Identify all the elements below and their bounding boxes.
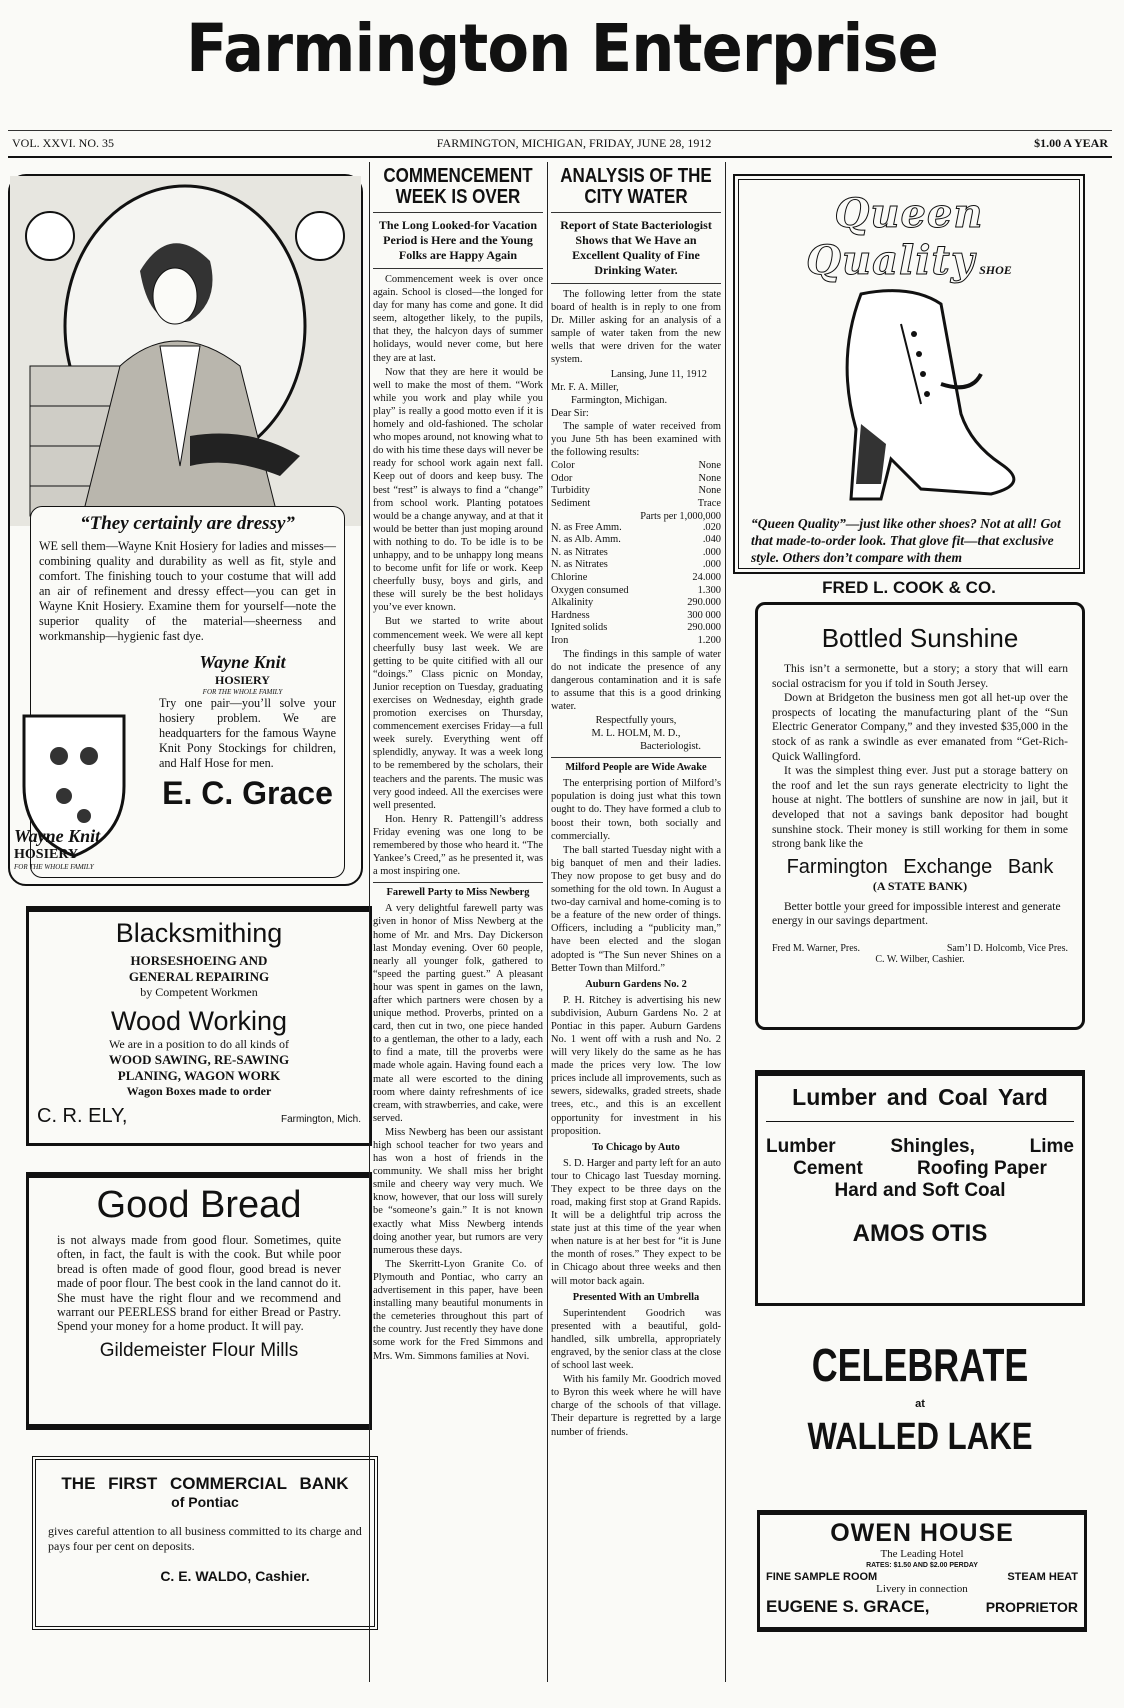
- celebrate-word: CELEBRATE: [811, 1339, 1029, 1391]
- analysis-label: Iron: [551, 634, 569, 646]
- article-paragraph: The findings in this sample of water do not indicate the presence of any dangerous contamination and it is safe to assume that this is a good drinking water.: [551, 648, 721, 712]
- analysis-value: None: [698, 472, 721, 484]
- owen-subtitle: The Leading Hotel: [880, 1548, 964, 1560]
- owen-role: PROPRIETOR: [985, 1599, 1078, 1615]
- analysis-value: 290.000: [687, 597, 721, 609]
- letter-signer-title: Bacteriologist.: [640, 741, 701, 753]
- merchant-name: E. C. Grace: [162, 775, 333, 811]
- blacksmith-line3: by Competent Workmen: [140, 985, 258, 999]
- parts-label: Parts per 1,000,000: [640, 510, 721, 522]
- article-headline: Presented With an Umbrella: [572, 1291, 700, 1303]
- article-paragraph: A very delightful farewell party was given in honor of Miss Newberg at the home of Mr. and Mrs. Day Dickerson last Monday evening. Over 60 people, nearly all younger folk, gathered to “speed the parting guest.” A pleasant hour was spent in games on the lawn, after which partners were chosen by a unique method. Proverbs, printed on a card, then cut in two, one piece handed to a gentleman, the other to a lady, each to find a mate, till the proverbs were made whole again. Having found each a mate all were escorted to the dining room where dainty refreshments of ice cream, with strawberries, and cake, were served.: [373, 903, 543, 1124]
- analysis-value: 1.200: [697, 634, 721, 646]
- volume-number: VOL. XXVI. NO. 35: [12, 136, 114, 150]
- analysis-value: .000: [702, 559, 721, 571]
- shoe-brand-sub: SHOE: [979, 263, 1012, 277]
- woodworking-line5: WOOD SAWING, RE-SAWING: [108, 1052, 290, 1067]
- blacksmith-name: C. R. ELY,: [37, 1105, 128, 1127]
- article-paragraph: The sample of water received from you June 5th has been examined with the following results:: [551, 420, 721, 459]
- hosiery-headline: “They certainly are dressy”: [80, 513, 295, 534]
- analysis-value: Trace: [697, 498, 721, 509]
- bank-vice-president: Sam’l D. Holcomb, Vice Pres.: [946, 942, 1068, 954]
- owen-feature: STEAM HEAT: [1007, 1571, 1078, 1583]
- analysis-label: N. as Nitrates: [551, 559, 608, 571]
- hosiery-body: WE sell them—Wayne Knit Hosiery for ladies and misses—combining quality and durability as well as fit, style and comfort. The finishing touch to your costume that will add an air of refinement and dressy effect—you can get in Wayne Knit Hosiery. Examine them for yourself—note the superior quality of the material—sheerness and workmanship—hygienic fast dye.: [39, 539, 336, 643]
- article-paragraph: Miss Newberg has been our assistant high school teacher for two years and has won a host of friends in the community. We shall miss her bright smile and cheery way very much. We know, however, that our loss will surely be “someone’s gain.” It is not known exactly what Miss Newberg intends doing another year, but rumors are very numerous these days.: [373, 1126, 543, 1256]
- hosiery-ad: [8, 174, 363, 886]
- owen-livery: Livery in connection: [876, 1583, 968, 1595]
- letter-address: Mr. F. A. Miller,: [551, 381, 619, 393]
- product-item: Roofing Paper: [917, 1158, 1047, 1179]
- product-item: Lumber: [766, 1136, 836, 1157]
- shoe-illustration-image: [751, 284, 1071, 504]
- analysis-value: .020: [702, 521, 721, 533]
- analysis-label: Odor: [551, 472, 573, 484]
- analysis-value: .000: [702, 546, 721, 558]
- product-item: Cement: [793, 1158, 863, 1179]
- celebrate-at: at: [915, 1398, 925, 1410]
- analysis-label: N. as Free Amm.: [551, 521, 622, 533]
- article-paragraph: With his family Mr. Goodrich moved to Byron this week where he will have charge of the schools of that village. Their departure is regretted by a large number of friends.: [551, 1374, 721, 1438]
- article-paragraph: Now that they are here it would be well to make the most of them. “Work while you work and play while you play” is really a good motto even if it is homely and old-fashioned. The scholar who mopes around, not knowing what to do with his time these days will never be ready for school work again next fall. Keep out of doors and keep busy. The best “rest” is always to find a “change” from school work. Planting potatoes would be a change anyway, and at that it would be better than just moping around with nothing to do. To be idle is to be unhappy, and to be unhappy long means to become unfit for life or work. Keep cheerfully busy, boys and girls, and these will surely be the best holidays you’ve ever known.: [373, 366, 543, 614]
- water-analysis-table: [551, 460, 721, 510]
- analysis-label: N. as Nitrates: [551, 546, 608, 558]
- article-deck: The Long Looked-for Vacation Period is Here and the Young Folks are Happy Again: [378, 218, 538, 262]
- woodworking-title: Wood Working: [110, 1006, 288, 1036]
- table-row: [551, 597, 721, 610]
- shield-brand: Wayne Knit: [14, 826, 101, 846]
- article-paragraph: The Skerritt-Lyon Granite Co. of Plymouth and Pontiac, who carry an advertisement in this paper, have been installing many beautiful monuments in the cemeteries throughout this part of the country. Just recently they have done some work for the Fred Simmons and Mrs. Wm. Simmons families at Novi.: [373, 1258, 543, 1362]
- analysis-label: N. as Alb. Amm.: [551, 534, 621, 546]
- sunshine-title: Bottled Sunshine: [821, 623, 1019, 653]
- table-row: [551, 460, 721, 473]
- woodworking-line4: We are in a position to do all kinds of: [109, 1037, 289, 1051]
- lady-illustration-image: [10, 176, 361, 526]
- blacksmith-title: Blacksmithing: [115, 918, 283, 948]
- analysis-value: .040: [702, 534, 721, 546]
- article-paragraph: P. H. Ritchey is advertising his new subdivision, Auburn Gardens No. 2 at Pontiac in this paper. Auburn Gardens No. 1 went off with a rush and No. 2 will very likely do the same as he has made the prices very low. The low prices include all improvements, such as sewers, sidewalks, graded streets, shade trees, etc., and this is an excellent opportunity for investment in his proposition.: [551, 994, 721, 1137]
- bank-body: gives careful attention to all business committed to its charge and pays four per cent on deposits.: [48, 1524, 362, 1553]
- column-3: [551, 166, 721, 1678]
- column-rule: [547, 162, 548, 1682]
- letter-signer: M. L. HOLM, M. D.,: [591, 728, 681, 740]
- letter-closing: Respectfully yours,: [595, 715, 677, 726]
- shield-tagline: FOR THE WHOLE FAMILY: [14, 863, 94, 871]
- mill-name: Gildemeister Flour Mills: [99, 1339, 299, 1361]
- table-row: [551, 473, 721, 486]
- article-paragraph: S. D. Harger and party left for an auto tour to Chicago last Tuesday morning. They expect to be three days on the road, making first stop at Grand Rapids. It will be a delightful trip across the state just at this time of the year when when nature is at her best for “it is June the month of roses.” They expect to be in Chicago about three weeks and then will motor back again.: [551, 1157, 721, 1287]
- analysis-label: Sediment: [551, 498, 591, 509]
- article-paragraph: The enterprising portion of Milford’s population is doing just what this town ought to do. They have formed a club to boost their town, both socially and commercially.: [551, 778, 721, 842]
- shoe-quote: “Queen Quality”—just like other shoes? Not at all! Got that made-to-order look. That glove fit—that exclusive style. Others don’t compare with them: [751, 516, 1061, 565]
- analysis-value: None: [698, 485, 721, 497]
- letter-date: Lansing, June 11, 1912: [610, 368, 707, 380]
- blacksmith-line1: HORSESHOEING AND: [130, 953, 268, 968]
- table-row: [551, 610, 721, 623]
- column-2: [373, 166, 543, 1678]
- brand-script: Wayne Knit: [199, 652, 286, 672]
- table-row: [551, 534, 721, 547]
- analysis-label: Turbidity: [551, 485, 590, 497]
- owen-feature: FINE SAMPLE ROOM: [766, 1571, 878, 1583]
- owen-owner: EUGENE S. GRACE,: [766, 1597, 930, 1616]
- article-headline: To Chicago by Auto: [592, 1141, 680, 1153]
- brand-tagline: FOR THE WHOLE FAMILY: [202, 688, 283, 696]
- analysis-value: 24.000: [692, 571, 721, 583]
- sunshine-paragraph: Down at Bridgeton the business men got all het-up over the prospects of locating the manufacturing plant of the “Sun Electric Generator Company,” and they invested $35,000 in the stock of as rank a swindle as ever emanated from “Get-Rich-Quick Wallingford.: [772, 692, 1068, 763]
- celebrate-place: WALLED LAKE: [807, 1416, 1033, 1458]
- analysis-value: 300 000: [687, 609, 721, 621]
- letter-address: Farmington, Michigan.: [571, 394, 668, 406]
- analysis-value: 290.000: [687, 622, 721, 634]
- analysis-value: 1.300: [697, 584, 721, 596]
- owen-house-ad: [757, 1510, 1087, 1632]
- article-headline: Farewell Party to Miss Newberg: [386, 887, 530, 899]
- product-item: Lime: [1029, 1136, 1074, 1157]
- article-paragraph: But we started to write about commencement week. We were all kept cheerfully busy last week. We are getting to be quite citified with all our “doings.” Class picnic on Monday, Junior reception on Tuesday, graduating exercises on Wednesday, eighth grade promotion exercises on Thursday, commencement exercises Friday—a full week surely. Everything went off splendidly, anyway. It was a week long to be remembered by the scholars, their teachers and the parents. The music was very good indeed. All the exercises were well presented.: [373, 616, 543, 811]
- shoe-ad: [733, 174, 1085, 597]
- table-row: [551, 522, 721, 535]
- article-headline: Milford People are Wide Awake: [565, 762, 707, 774]
- woodworking-line6: PLANING, WAGON WORK: [117, 1068, 281, 1083]
- analysis-label: Ignited solids: [551, 622, 608, 634]
- exchange-bank-sub: (A STATE BANK): [872, 878, 968, 893]
- table-row: [551, 585, 721, 598]
- blacksmith-line2: GENERAL REPAIRING: [128, 969, 270, 984]
- bank-title: THE FIRST COMMERCIAL BANK: [61, 1474, 349, 1493]
- article-paragraph: Superintendent Goodrich was presented with a beautiful, gold-handled, silk umbrella, appropriately engraved, by the senior class at the close of school last week.: [551, 1307, 721, 1372]
- bank-ad: [32, 1456, 378, 1630]
- table-row: [551, 547, 721, 560]
- letter-salutation: Dear Sir:: [551, 407, 589, 419]
- sunshine-paragraph: It was the simplest thing ever. Just put a storage battery on the roof and let the sun rays generate electricity to light the house at night. The bottlers of sunshine are now in jail, but it developed that not a savings bank depositor had bought sunshine stock. Their money is still working for them in some strong bank like the: [772, 765, 1068, 851]
- lumber-ad: [755, 1070, 1085, 1306]
- article-paragraph: The following letter from the state board of health is in reply to one from Dr. Miller asking for an analysis of a sample of water taken from the new wells that were driven for the water system.: [551, 289, 721, 366]
- dateline: [8, 130, 1112, 158]
- sunshine-ad: [755, 602, 1085, 1030]
- owen-rates: RATES: $1.50 AND $2.00 PERDAY: [866, 1562, 978, 1569]
- article-paragraph: Commencement week is over once again. School is closed—the longed for day for many has come and gone. It did seem, altogether likely, to the pupils, that they, the halcyon days of summer holidays, would never come, but here they are at last.: [373, 274, 543, 364]
- analysis-value: None: [698, 460, 721, 472]
- bank-cashier: C. W. Wilber, Cashier.: [875, 953, 965, 965]
- hosiery-body-2: Try one pair—you’ll solve your hosiery problem. We are headquarters for the famous Wayne Knit Pony Stockings for children, and Half Hose for men.: [159, 696, 336, 770]
- analysis-label: Alkalinity: [551, 597, 594, 609]
- article-headline: COMMENCEMENT WEEK IS OVER: [383, 165, 533, 208]
- water-analysis-table: [551, 522, 721, 648]
- article-headline: Auburn Gardens No. 2: [585, 978, 687, 990]
- product-item: Hard and Soft Coal: [834, 1180, 1006, 1201]
- celebrate-ad: [755, 1322, 1085, 1512]
- analysis-label: Hardness: [551, 609, 590, 621]
- sunshine-paragraph: Better bottle your greed for impossible interest and generate energy in our savings department.: [772, 900, 1061, 928]
- table-row: [551, 635, 721, 648]
- shoe-brand: Queen Quality: [806, 190, 984, 284]
- brand-hosiery: HOSIERY: [215, 673, 270, 687]
- analysis-label: Oxygen consumed: [551, 584, 629, 596]
- table-row: [551, 622, 721, 635]
- woodworking-line7: Wagon Boxes made to order: [126, 1084, 272, 1098]
- table-row: [551, 485, 721, 498]
- table-row: [551, 498, 721, 511]
- analysis-label: Color: [551, 460, 575, 472]
- bank-president: Fred M. Warner, Pres.: [772, 942, 861, 954]
- masthead: Farmington Enterprise: [186, 10, 938, 87]
- shield-hosiery: HOSIERY: [14, 847, 79, 862]
- article-deck: Report of State Bacteriologist Shows that We Have an Excellent Quality of Fine Drinking Water.: [560, 218, 712, 277]
- article-paragraph: Hon. Henry R. Pattengill’s address Friday evening was one long to be remembered by those who heard it. “The Yankee’s Creed,” as he presented it, was a most inspiring one.: [373, 813, 543, 878]
- bank-cashier: C. E. WALDO, Cashier.: [160, 1568, 310, 1584]
- column-rule: [369, 162, 370, 1682]
- bread-ad: [26, 1172, 372, 1430]
- bank-subtitle: of Pontiac: [171, 1494, 239, 1510]
- bread-body: is not always made from good flour. Sometimes, quite often, in fact, the fault is with the cook. But while poor bread is often made of good flour, good bread is never made of poor flour. The best cook in the land cannot do it. She must have the right flour and we recommend and warrant our PEERLESS brand for either Bread or Pastry. Spend your money for a home product. It will pay.: [57, 1233, 341, 1334]
- place-date: FARMINGTON, MICHIGAN, FRIDAY, JUNE 28, 1912: [436, 136, 712, 150]
- bread-title: Good Bread: [96, 1184, 302, 1226]
- column-rule: [725, 162, 726, 1682]
- blacksmith-town: Farmington, Mich.: [280, 1114, 361, 1125]
- sunshine-paragraph: This isn’t a sermonette, but a story; a story that will earn social ostracism for you if told in South Jersey.: [772, 663, 1068, 690]
- lumber-owner: AMOS OTIS: [852, 1220, 988, 1247]
- owen-title: OWEN HOUSE: [830, 1519, 1014, 1547]
- article-paragraph: The ball started Tuesday night with a big banquet of men and their ladies. They now propose to get busy and do something for the old town. In August a two-day carnival and home-coming is to be a feature of the new order of things. Officers, including a “publicity man,” have been elected and the slogan adopted is “The Sun never Shines on a Better Town than Milford.”: [551, 844, 721, 974]
- table-row: [551, 559, 721, 572]
- blacksmith-ad: [26, 906, 372, 1146]
- exchange-bank-name: Farmington Exchange Bank: [786, 855, 1054, 878]
- product-item: Shingles,: [890, 1136, 975, 1157]
- price: $1.00 A YEAR: [1034, 136, 1108, 150]
- lumber-title: Lumber and Coal Yard: [792, 1084, 1048, 1110]
- shoe-dealer: FRED L. COOK & CO.: [822, 578, 996, 597]
- article-headline: ANALYSIS OF THE CITY WATER: [560, 165, 712, 208]
- analysis-label: Chlorine: [551, 571, 588, 583]
- table-row: [551, 572, 721, 585]
